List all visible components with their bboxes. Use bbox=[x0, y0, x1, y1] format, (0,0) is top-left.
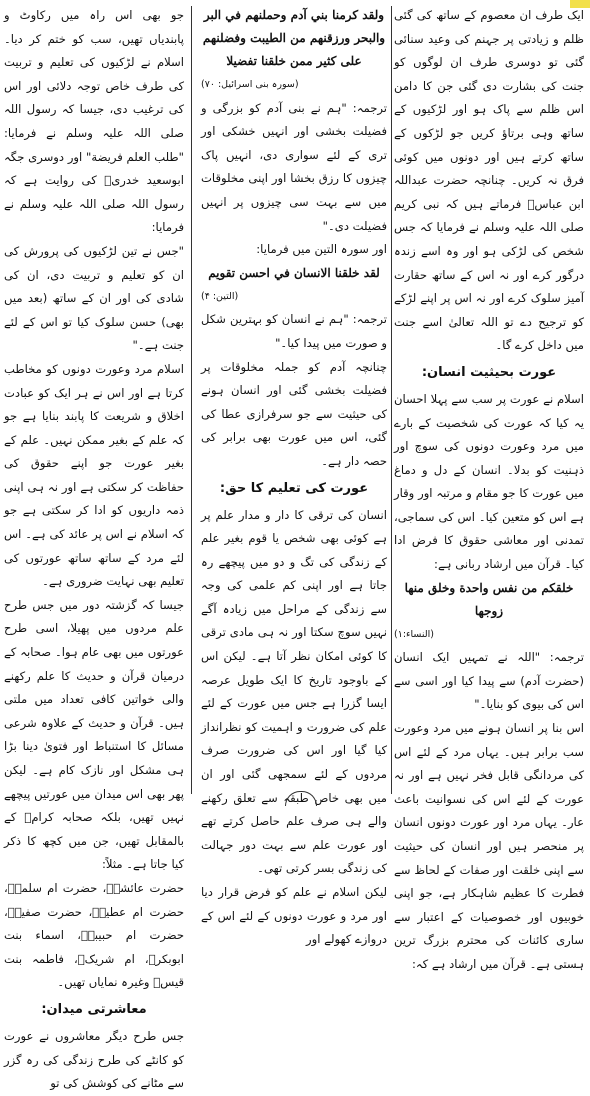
column-divider bbox=[391, 6, 392, 794]
verse-reference: (التین: ۴) bbox=[201, 290, 239, 302]
paragraph: انسان کی ترقی کا دار و مدار علم پر ہے کوئی بھی شخص یا قوم بغیر علم کے زندگی کی تگ و دو میں پیچھے رہ جاتا ہے اور اپنی کم علمی کی وجہ سے زندگی کے مراحل میں زیادہ آگے نہیں سوچ سکتا اور نہ ہی مادی ترقی کا کوئی امکان نظر آتا ہے۔ لیکن اس کے باوجود تاریخ کا ایک طویل عرصہ ایسا گزرا ہے جس میں عورت کے لئے علم کی ضرورت و اہمیت کو نظرانداز کیا گیا اور اس کی ضرورت صرف مردوں کے لئے سمجھی گئی اور ان میں بھی خاص طبقہ سے تعلق رکھنے والے ہی صرف علم حاصل کرتے تھے اور عورت علم سے بہت دور جہالت کی زندگی بسر کرتی تھی۔ bbox=[201, 507, 387, 876]
paragraph: جو بھی اس راہ میں رکاوٹ و پابندیاں تھیں، سب کو ختم کر دیا۔ اسلام نے لڑکیوں کی تعلیم و تربیت کی طرف خاص توجہ دلائی اور اس کی ترغیب دی، جیسا کہ رسول اللہ صلی اللہ علیہ وسلم نے فرمایا: "طلب العلم فريضة" اور دوسری جگہ ابوسعید خدریؓ کی روایت ہے کہ رسول اللہ صلی اللہ علیہ وسلم نے فرمایا: bbox=[4, 8, 184, 235]
hadith-quote: "جس نے تین لڑکیوں کی پرورش کی ان کو تعلیم و تربیت دی، ان کی شادی کی اور ان کے ساتھ (بعد میں بھی) حسن سلوک کیا تو اس کے لئے جنت ہے۔" bbox=[4, 243, 184, 353]
translation-paragraph: ترجمہ: "اللہ نے تمہیں ایک انسان (حضرت آدم) سے پیدا کیا اور اسی سے اس کی بیوی کو بنایا۔" bbox=[394, 650, 584, 712]
paragraph: لیکن اسلام نے علم کو فرض قرار دیا اور مرد و عورت دونوں کے لئے اس کے دروازے کھولے اور bbox=[201, 885, 387, 947]
paragraph: اس بنا پر انسان ہونے میں مرد وعورت سب برابر ہیں۔ یہاں مرد کے لئے اس کی مردانگی قابل فخر نہیں ہے اور نہ عورت کے لئے اس کی نسوانیت باعث عار۔ یہاں مرد اور عورت دونوں انسان پر منحصر ہیں اور انسان کی حیثیت سے اپنی خلقت اور صفات کے لحاظ سے فطرت کا عظیم شاہکار ہے، جو اپنی خوبیوں اور خصوصیات کے اعتبار سے ساری کائنات کی محترم بزرگ ترین ہستی ہے۔ قرآن میں ارشاد ہے کہ: bbox=[394, 721, 584, 971]
paragraph: ایک طرف ان معصوم کے ساتھ کی گئی ظلم و زیادتی پر جہنم کی وعید سنائی گئی تو دوسری طرف ان لوگوں کو جنت کی بشارت دی گئی جن کا دامن اس ظلم سے پاک ہو اور لڑکیوں کے ساتھ وہی برتاؤ کریں جو لڑکوں کے ساتھ کرتے ہیں اور دونوں میں کوئی فرق نہ کریں۔ چنانچہ حضرت عبداللہ ابن عباسؓ فرماتے ہیں کہ نبی کریم صلی اللہ علیہ وسلم نے فرمایا کہ جس شخص کی لڑکی ہو اور وہ اسے زندہ درگور کرے اور نہ اس کے ساتھ حقارت آمیز سلوک کرے اور نہ اس پر اپنے لڑکے کو ترجیح دے تو اللہ تعالیٰ اسے جنت میں داخل کرے گا۔ bbox=[394, 8, 584, 353]
verse-reference: (النساء:۱) bbox=[394, 628, 434, 640]
paragraph: اور سورہ التین میں فرمایا: bbox=[256, 242, 387, 257]
column-right bbox=[394, 4, 584, 971]
section-heading-womens-education: عورت کی تعلیم کا حق: bbox=[219, 480, 369, 496]
quran-verse: ولقد كرمنا بني آدم وحملنهم في البر والبحر ورزقنهم من الطيبت وفضلنهم على كثير ممن خلقنا تفضيلا bbox=[202, 8, 386, 68]
column-left bbox=[4, 4, 184, 1091]
paragraph: اسلام نے عورت پر سب سے پہلا احسان یہ کیا کہ عورت کی شخصیت کے بارے میں مرد وعورت دونوں کی سوچ اور ذہنیت کو بدلا۔ انسان کے دل و دماغ میں عورت کا جو مقام و مرتبہ اور وقار ہے اس کو متعین کیا۔ اس کی سماجی، تمدنی اور معاشی حقوق کا فرض ادا کیا۔ قرآن میں ارشاد ربانی ہے: bbox=[394, 391, 584, 572]
paragraph: چنانچہ آدم کو جملہ مخلوقات پر فضیلت بخشی گئی اور انسان ہونے کی حیثیت سے جو سرفرازی عطا کی گئی، اس میں عورت بھی برابر کی حصہ دار ہے۔ bbox=[201, 359, 387, 468]
section-heading-woman-as-human: عورت بحیثیت انسان: bbox=[421, 364, 557, 380]
quran-verse: لقد خلقنا الانسان في احسن تقويم bbox=[208, 265, 380, 280]
translation-paragraph: ترجمہ: "ہم نے انسان کو بہترین شکل و صورت میں پیدا کیا۔" bbox=[201, 312, 387, 350]
column-middle bbox=[201, 4, 387, 947]
translation-paragraph: ترجمہ: "ہم نے بنی آدم کو بزرگی و فضیلت بخشی اور انہیں خشکی اور تری کے لئے سواری دی، انہیں پاک چیزوں کا رزق بخشا اور اپنی مخلوقات میں سے بہت سی چیزوں پر انہیں فضیلت دی۔" bbox=[201, 100, 387, 233]
paragraph: جس طرح دیگر معاشروں نے عورت کو کانٹے کی طرح زندگی کی رہ گزر سے مٹانے کی کوشش کی تو bbox=[4, 1028, 184, 1091]
paragraph: جیسا کہ گزشتہ دور میں جس طرح علم مردوں میں پھیلا، اسی طرح عورتوں میں بھی عام ہوا۔ صحابہ کے درمیان قرآن و حدیث کا علم رکھنے والی خواتین کافی تعداد میں ملتی ہیں۔ قرآن و حدیث کے علاوہ شرعی مسائل کا استنباط اور فتویٰ دینا بڑا ہی مشکل اور نازک کام ہے۔ لیکن پھر بھی اس میدان میں عورتیں پیچھے نہیں تھیں، بلکہ صحابہ کرامؓ کے بالمقابل تھیں، جن میں کچھ کا ذکر کیا جاتا ہے۔ مثلاً: bbox=[4, 597, 184, 872]
column-divider bbox=[191, 6, 192, 794]
paragraph: اسلام مرد وعورت دونوں کو مخاطب کرتا ہے اور اس نے ہر ایک کو عبادت اخلاق و شریعت کا پابند بنایا ہے جو کہ علم کے بغیر ممکن نہیں۔ علم کے بغیر عورت جو اپنے حقوق کی حفاظت کر سکتی ہے اور نہ ہی اپنی ذمہ داریوں کو ادا کر سکتی ہے جو کہ اسلام نے اس پر عائد کی ہے۔ اس لئے مرد کے ساتھ ساتھ عورتوں کی تعلیم بھی نہایت ضروری ہے۔ bbox=[4, 361, 184, 589]
quran-verse: خلقكم من نفس واحدة وخلق منها زوجها bbox=[404, 580, 574, 618]
verse-reference: (سورہ بنی اسرائیل: ۷۰) bbox=[201, 79, 299, 90]
paragraph: حضرت عائشہؓ، حضرت ام سلمہؓ، حضرت ام عطیہؓ، حضرت صفیہؓ، حضرت ام حبیبہؓ، اسماء بنت ابوبکرؓ، ام شریکؓ، فاطمہ بنت قیسؓ وغیرہ نمایاں تھیں۔ bbox=[4, 880, 184, 990]
section-heading-social-field: معاشرتی میدان: bbox=[41, 1001, 147, 1017]
